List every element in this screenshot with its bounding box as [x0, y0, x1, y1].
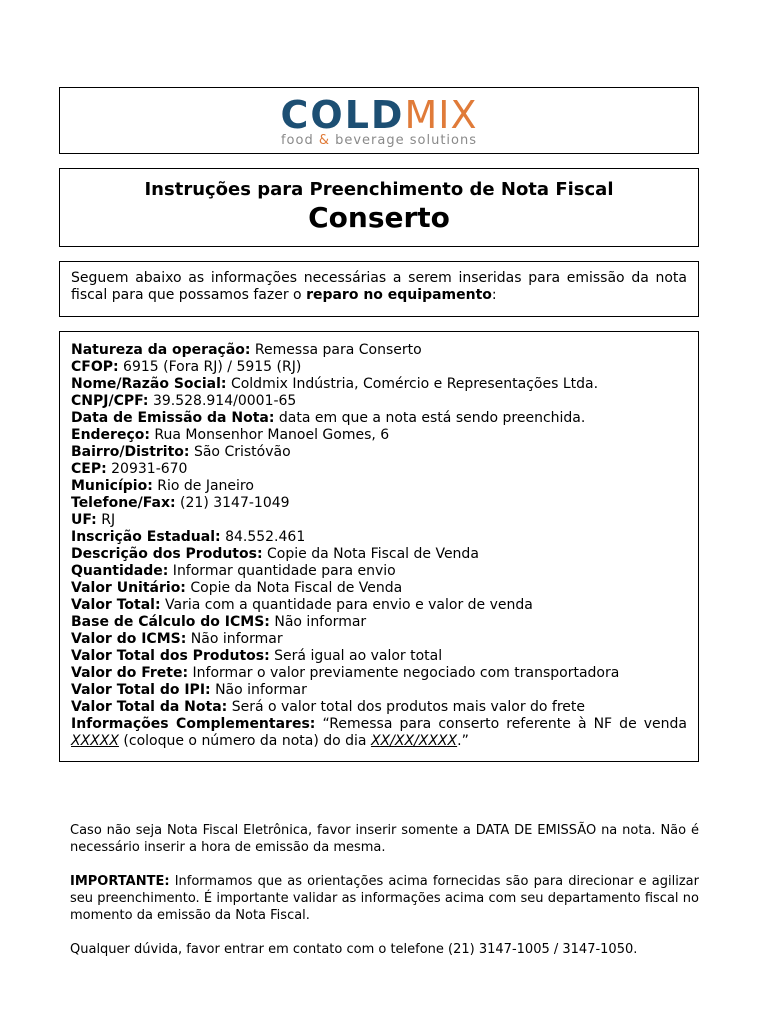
logo-word-mix: MIX	[404, 93, 478, 137]
field-row	[71, 342, 687, 359]
footer-paragraph-importante	[70, 873, 699, 924]
field-value: 6915 (Fora RJ) / 5915 (RJ)	[118, 359, 302, 375]
field-row	[71, 699, 687, 716]
field-row	[71, 495, 687, 512]
title-box	[59, 168, 699, 247]
logo-word-cold: COLD	[280, 93, 405, 137]
field-row	[71, 597, 687, 614]
field-value: 39.528.914/0001-65	[148, 393, 297, 409]
field-label: Inscrição Estadual:	[71, 529, 221, 545]
field-label: CFOP:	[71, 359, 119, 375]
field-value: Será o valor total dos produtos mais valor do frete	[227, 699, 586, 715]
fields-list	[71, 342, 687, 716]
field-label: Valor Unitário:	[71, 580, 186, 596]
field-row	[71, 648, 687, 665]
field-value: 84.552.461	[220, 529, 306, 545]
field-row	[71, 444, 687, 461]
field-value: 20931-670	[106, 461, 188, 477]
field-value: Remessa para Conserto	[250, 342, 422, 358]
field-label: Informações Complementares:	[71, 716, 316, 732]
field-label: Valor Total:	[71, 597, 161, 613]
footer-paragraph-nfe: Caso não seja Nota Fiscal Eletrônica, favor inserir somente a DATA DE EMISSÃO na nota. Não é necessário inserir a hora de emissão da mesma.	[70, 823, 699, 855]
field-label: CNPJ/CPF:	[71, 393, 149, 409]
importante-text: Informamos que as orientações acima fornecidas são para direcionar e agilizar seu preenchimento. É importante validar as informações acima com seu departamento fiscal no momento da emissão da Nota Fiscal.	[70, 874, 699, 923]
footer-paragraph-contact: Qualquer dúvida, favor entrar em contato com o telefone (21) 3147-1005 / 3147-1050.	[70, 942, 638, 957]
field-value: Rio de Janeiro	[152, 478, 254, 494]
field-row	[71, 410, 687, 427]
nf-number-placeholder: XXXXX	[71, 733, 119, 749]
intro-paragraph	[71, 270, 687, 304]
field-row	[71, 563, 687, 580]
logo-tagline	[60, 134, 698, 148]
field-row	[71, 376, 687, 393]
document-subtitle: Instruções para Preenchimento de Nota Fiscal	[144, 179, 614, 200]
field-row	[71, 512, 687, 529]
field-label: Bairro/Distrito:	[71, 444, 190, 460]
field-row	[71, 359, 687, 376]
date-placeholder: XX/XX/XXXX	[370, 733, 458, 749]
field-row-complementares	[71, 716, 687, 750]
field-value: Informar o valor previamente negociado com transportadora	[188, 665, 620, 681]
logo-tagline-post: beverage solutions	[329, 133, 478, 148]
field-label: Telefone/Fax:	[71, 495, 176, 511]
field-label: Valor do Frete:	[71, 665, 189, 681]
field-value: .”	[457, 733, 469, 749]
field-label: Valor Total do IPI:	[71, 682, 211, 698]
intro-bold-text: reparo no equipamento	[306, 287, 492, 303]
field-label: Endereço:	[71, 427, 150, 443]
intro-text-end: :	[491, 287, 497, 303]
field-label: Município:	[71, 478, 153, 494]
intro-text: Seguem abaixo as informações necessárias a serem inseridas para emissão da nota fiscal para que possamos fazer o	[71, 270, 687, 303]
field-label: Quantidade:	[71, 563, 169, 579]
logo-tagline-pre: food	[280, 133, 319, 148]
field-value: Não informar	[186, 631, 283, 647]
field-label: Nome/Razão Social:	[71, 376, 227, 392]
field-value: Informar quantidade para envio	[168, 563, 396, 579]
field-label: Descrição dos Produtos:	[71, 546, 263, 562]
intro-box	[59, 261, 699, 317]
field-value: Coldmix Indústria, Comércio e Representações Ltda.	[226, 376, 599, 392]
field-label: Base de Cálculo do ICMS:	[71, 614, 270, 630]
field-row	[71, 393, 687, 410]
field-label: CEP:	[71, 461, 107, 477]
field-row	[71, 461, 687, 478]
coldmix-logo	[60, 93, 698, 148]
field-row	[71, 614, 687, 631]
field-label: Data de Emissão da Nota:	[71, 410, 275, 426]
logo-box	[59, 87, 699, 154]
field-value: data em que a nota está sendo preenchida.	[274, 410, 586, 426]
footer-notes	[70, 822, 699, 975]
field-label: Valor Total dos Produtos:	[71, 648, 270, 664]
field-label: Valor Total da Nota:	[71, 699, 228, 715]
field-row	[71, 631, 687, 648]
field-row	[71, 665, 687, 682]
info-box	[59, 331, 699, 762]
field-row	[71, 478, 687, 495]
field-row	[71, 546, 687, 563]
field-value: (coloque o número da nota) do dia	[118, 733, 371, 749]
field-value: (21) 3147-1049	[175, 495, 290, 511]
field-value: “Remessa para conserto referente à NF de venda	[315, 716, 687, 732]
field-label: UF:	[71, 512, 97, 528]
field-value: Varia com a quantidade para envio e valor de venda	[160, 597, 533, 613]
field-value: Não informar	[210, 682, 307, 698]
field-label: Valor do ICMS:	[71, 631, 187, 647]
field-label: Natureza da operação:	[71, 342, 251, 358]
field-value: São Cristóvão	[189, 444, 291, 460]
field-value: RJ	[96, 512, 116, 528]
field-row	[71, 529, 687, 546]
field-value: Copie da Nota Fiscal de Venda	[262, 546, 479, 562]
field-value: Não informar	[269, 614, 367, 630]
document-title: Conserto	[308, 201, 450, 234]
field-row	[71, 580, 687, 597]
field-row	[71, 427, 687, 444]
field-value: Copie da Nota Fiscal de Venda	[185, 580, 403, 596]
field-value: Rua Monsenhor Manoel Gomes, 6	[149, 427, 390, 443]
logo-tagline-amp: &	[318, 133, 330, 148]
importante-label: IMPORTANTE:	[70, 874, 170, 889]
field-value: Será igual ao valor total	[269, 648, 443, 664]
field-row	[71, 682, 687, 699]
